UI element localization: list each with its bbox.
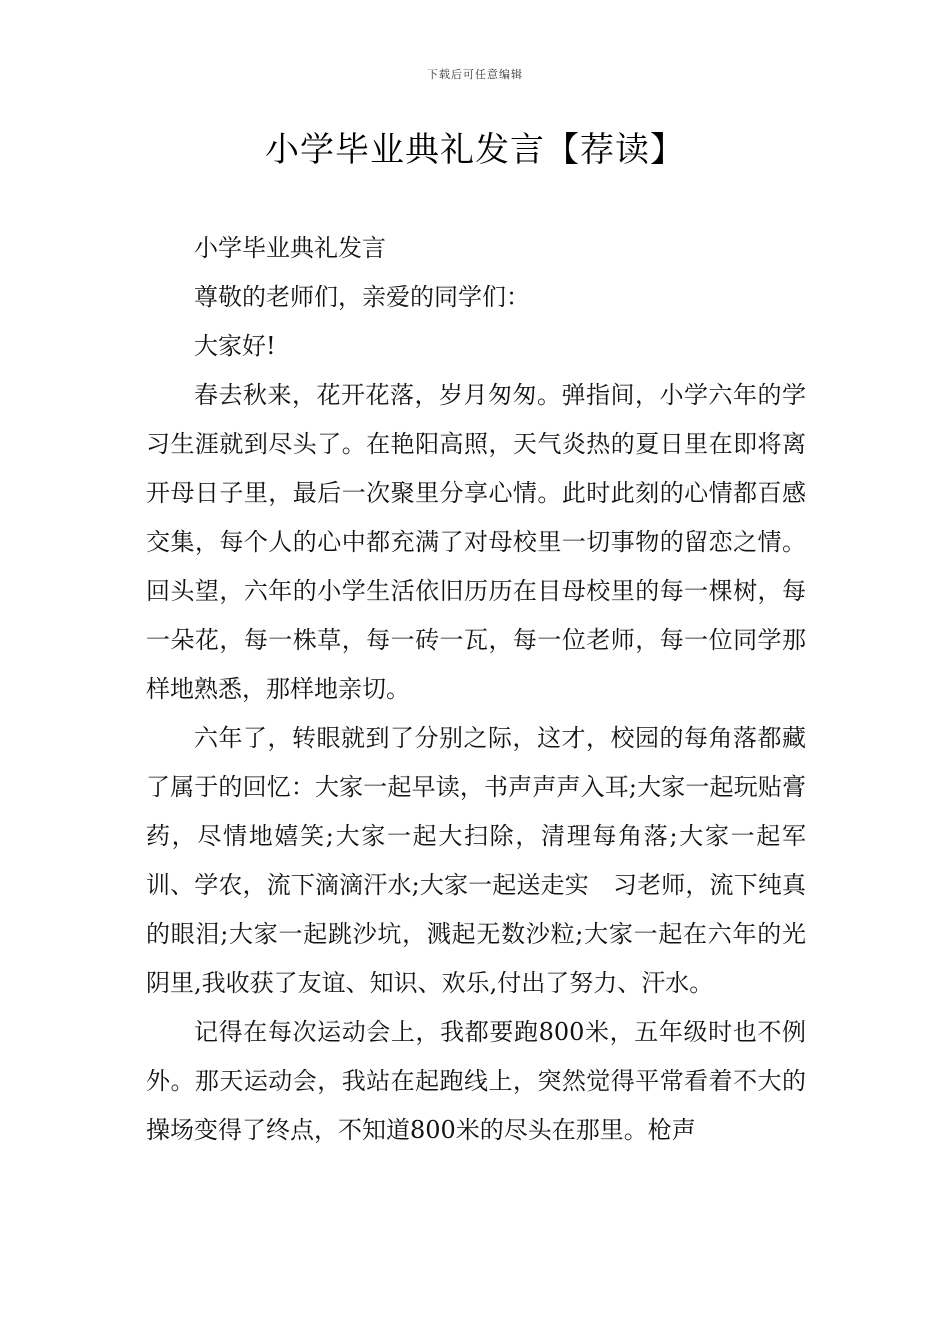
paragraph-salutation: 尊敬的老师们，亲爱的同学们： <box>194 283 530 311</box>
paragraph-body-3: 记得在每次运动会上，我都要跑800米，五年级时也不例外。那天运动会，我站在起跑线上，突然觉得平常看着不大的操场变得了终点，不知道800米的尽头在那里。枪声 <box>146 1018 806 1144</box>
paragraph-greeting: 大家好! <box>194 332 276 360</box>
document-body <box>146 224 806 1155</box>
page-header-note: 下载后可任意编辑 <box>427 68 523 81</box>
paragraph-body-1: 春去秋来，花开花落，岁月匆匆。弹指间，小学六年的学习生涯就到尽头了。在艳阳高照，天气炎热的夏日里在即将离开母日子里，最后一次聚里分享心情。此时此刻的心情都百感交集，每个人的心中都充满了对母校里一切事物的留恋之情。回头望，六年的小学生活依旧历历在目母校里的每一棵树，每一朵花，每一株草，每一砖一瓦，每一位老师，每一位同学那样地熟悉，那样地亲切。 <box>146 381 806 703</box>
paragraph-body-2: 六年了，转眼就到了分别之际，这才，校园的每角落都藏了属于的回忆：大家一起早读，书声声声入耳;大家一起玩贴膏药，尽情地嬉笑;大家一起大扫除，清理每角落;大家一起军训、学农，流下滴滴汗水;大家一起送走实 习老师，流下纯真的眼泪;大家一起跳沙坑，溅起无数沙粒;大家一起在六年的光阴里,我收获了友谊、知识、欢乐,付出了努力、汗水。 <box>146 724 806 997</box>
paragraph-speech-heading: 小学毕业典礼发言 <box>194 234 386 262</box>
document-title: 小学毕业典礼发言【荐读】 <box>265 130 685 170</box>
